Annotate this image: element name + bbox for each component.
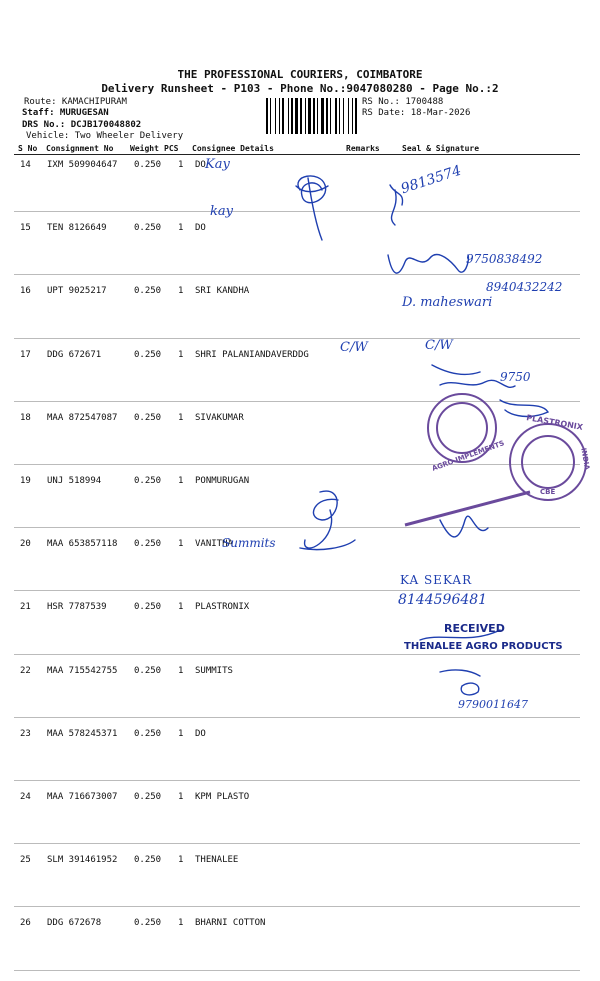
row-divider [14, 843, 580, 844]
cell-pcs: 1 [178, 539, 184, 550]
received-stamp: RECEIVED [444, 622, 505, 635]
cell-pcs: 1 [178, 223, 184, 234]
cell-weight: 0.250 [134, 412, 162, 423]
cell-sno: 20 [20, 539, 31, 550]
cell-consignment: TEN 8126649 [47, 223, 107, 234]
row-divider [14, 906, 580, 907]
route-label: Route: KAMACHIPURAM [24, 97, 127, 107]
cell-sno: 22 [20, 665, 31, 676]
col-remarks: Remarks [346, 144, 380, 153]
handwriting-r15-name: kay [210, 204, 233, 219]
cell-weight: 0.250 [134, 728, 162, 739]
col-sno: S No [18, 144, 38, 153]
handwriting-r19-phone: 9750 [500, 370, 531, 384]
cell-consignee: THENALEE [195, 855, 239, 866]
cell-consignment: IXM 509904647 [47, 160, 118, 170]
row-divider [14, 970, 580, 971]
signature-16 [388, 255, 468, 274]
stamp2-top-text: PLASTRONIX [525, 413, 584, 432]
signature-22 [300, 491, 355, 549]
col-seal: Seal & Signature [402, 144, 480, 153]
cell-weight: 0.250 [134, 223, 162, 234]
company-stamp-thenalee: THENALEE AGRO PRODUCTS [404, 641, 563, 652]
cell-consignee: VANITHA [195, 539, 233, 550]
handwriting-r18-remark: C/W [340, 340, 368, 355]
runsheet-title: Delivery Runsheet - P103 - Phone No.:9047080280 - Page No.:2 [101, 82, 499, 95]
stamp-arrow [405, 492, 530, 525]
cell-weight: 0.250 [134, 286, 162, 297]
cell-consignee: BHARNI COTTON [195, 918, 266, 929]
cell-consignment: MAA 716673007 [47, 792, 118, 802]
signature-20 [500, 400, 548, 416]
cell-consignee: PLASTRONIX [195, 602, 250, 613]
handwriting-r16-phone: 9750838492 [466, 252, 543, 266]
cell-weight: 0.250 [134, 602, 162, 613]
cell-consignment: SLM 391461952 [47, 855, 118, 866]
rs-date: RS Date: 18-Mar-2026 [362, 108, 471, 118]
cell-consignee: KPM PLASTO [195, 792, 250, 802]
signature-scribble-14 [296, 176, 328, 240]
staff-label: Staff: MURUGESAN [22, 108, 109, 118]
cell-weight: 0.250 [134, 855, 162, 866]
cell-pcs: 1 [178, 476, 184, 486]
cell-consignment: MAA 578245371 [47, 728, 118, 739]
handwriting-r17-name: D. maheswari [402, 295, 493, 310]
handwriting-r18-sig: C/W [425, 338, 453, 353]
cell-consignment: HSR 7787539 [47, 602, 107, 613]
handwriting-r15-phone: 9813574 [399, 162, 464, 198]
cell-sno: 24 [20, 792, 31, 802]
col-consignment: Consignment No [46, 144, 114, 153]
handwriting-r24-phone: 8144596481 [398, 592, 488, 608]
cell-sno: 26 [20, 918, 31, 929]
cell-sno: 23 [20, 728, 31, 739]
cell-consignment: MAA 653857118 [47, 539, 118, 550]
company-title: THE PROFESSIONAL COURIERS, COIMBATORE [177, 68, 423, 81]
cell-pcs: 1 [178, 792, 184, 802]
cell-consignment: UNJ 518994 [47, 476, 102, 486]
drs-number: DRS No.: DCJB170048802 [22, 120, 142, 130]
handwriting-r24-name: KA SEKAR [400, 573, 473, 587]
table-row [0, 918, 600, 981]
cell-weight: 0.250 [134, 349, 162, 360]
cell-weight: 0.250 [134, 160, 162, 170]
signature-22b [440, 516, 488, 537]
cell-consignee: SUMMITS [195, 665, 233, 676]
cell-consignment: DDG 672671 [47, 349, 102, 360]
cell-weight: 0.250 [134, 918, 162, 929]
cell-consignee: DO [195, 160, 206, 170]
col-consignee: Consignee Details [192, 144, 274, 153]
cell-consignment: DDG 672678 [47, 918, 102, 929]
cell-sno: 25 [20, 855, 31, 866]
cell-consignee: PONMURUGAN [195, 476, 250, 486]
cell-pcs: 1 [178, 286, 184, 297]
cell-pcs: 1 [178, 160, 184, 170]
cell-weight: 0.250 [134, 665, 162, 676]
cell-pcs: 1 [178, 918, 184, 929]
cell-sno: 15 [20, 223, 31, 234]
cell-consignment: MAA 715542755 [47, 665, 118, 676]
cell-consignment: MAA 872547087 [47, 412, 118, 423]
vehicle-label: Vehicle: Two Wheeler Delivery [26, 131, 184, 141]
cell-weight: 0.250 [134, 476, 162, 486]
handwriting-r26-phone: 9790011647 [458, 698, 528, 711]
cell-pcs: 1 [178, 349, 184, 360]
cell-consignee: SHRI PALANIANDAVERDDG [195, 349, 309, 360]
stamp1-text: AGRO IMPLEMENTS [430, 439, 506, 473]
rs-number: RS No.: 1700488 [362, 97, 444, 107]
cell-pcs: 1 [178, 412, 184, 423]
cell-sno: 21 [20, 602, 31, 613]
cell-pcs: 1 [178, 665, 184, 676]
cell-consignee: SIVAKUMAR [195, 412, 244, 423]
cell-weight: 0.250 [134, 792, 162, 802]
col-pcs: PCS [164, 144, 179, 153]
cell-consignee: DO [195, 728, 206, 739]
cell-consignee: DO [195, 223, 206, 234]
handwriting-r17-phone: 8940432242 [486, 280, 563, 294]
handwriting-r23-name: Summits [222, 536, 276, 550]
cell-weight: 0.250 [134, 539, 162, 550]
stamp2-bottom-text: INDIA [579, 447, 592, 471]
cell-consignee: SRI KANDHA [195, 286, 250, 297]
cell-pcs: 1 [178, 728, 184, 739]
cell-sno: 18 [20, 412, 31, 423]
signature-scribble-15 [390, 185, 403, 225]
cell-consignment: UPT 9025217 [47, 286, 107, 297]
table-row [0, 855, 600, 918]
stamp2-center-text: CBE [540, 488, 556, 496]
cell-pcs: 1 [178, 855, 184, 866]
cell-sno: 19 [20, 476, 31, 486]
cell-sno: 17 [20, 349, 31, 360]
cell-sno: 16 [20, 286, 31, 297]
cell-sno: 14 [20, 160, 31, 170]
table-row [0, 792, 600, 855]
cell-pcs: 1 [178, 602, 184, 613]
handwriting-r14-name: Kay [205, 157, 230, 172]
col-weight: Weight [130, 144, 159, 153]
signature-26 [440, 670, 480, 695]
